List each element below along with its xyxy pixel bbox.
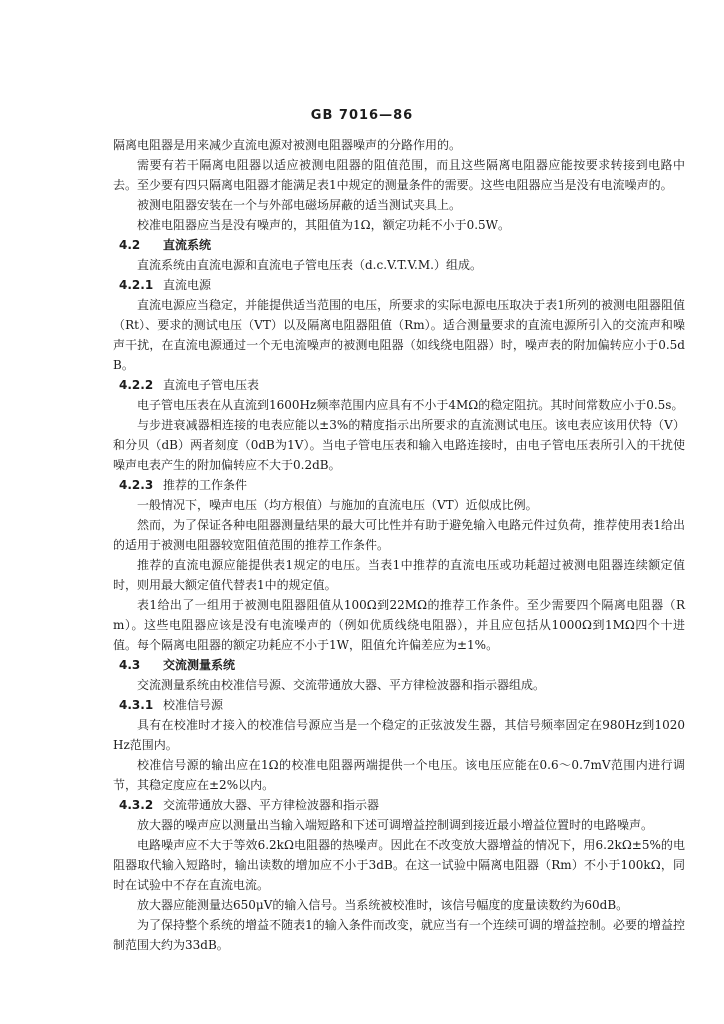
body-paragraph: 电子管电压表在从直流到1600Hz频率范围内应具有不小于4MΩ的稳定阻抗。其时间常数应小于0.5s。: [137, 398, 684, 412]
body-paragraph: 推荐的直流电源应能提供表1规定的电压。当表1中推荐的直流电压或功耗超过被测电阻器连续额定值时，则用最大额定值代替表1中的规定值。: [113, 558, 685, 592]
section-title: 直流电子管电压表: [163, 378, 260, 392]
section-heading: [113, 375, 685, 395]
section-title: 推荐的工作条件: [163, 478, 248, 492]
body-paragraph: 放大器应能测量达650μV的输入信号。当系统被校准时，该信号幅度的度量读数约为60dB。: [137, 898, 629, 912]
body-paragraph: 隔离电阻器是用来减少直流电源对被测电阻器噪声的分路作用的。: [113, 138, 462, 152]
body-paragraph: 具有在校准时才接入的校准信号源应当是一个稳定的正弦波发生器，其信号频率固定在980Hz到1020Hz范围内。: [113, 718, 685, 752]
section-heading: [113, 275, 685, 295]
section-title: 直流系统: [163, 238, 212, 252]
section-number: 4.3: [119, 658, 141, 672]
document-body: [113, 135, 685, 955]
section-number: 4.2.1: [119, 278, 154, 292]
body-paragraph: 被测电阻器安装在一个与外部电磁场屏蔽的适当测试夹具上。: [137, 198, 462, 212]
section-heading: [113, 655, 685, 675]
section-title: 校准信号源: [163, 698, 224, 712]
section-heading: [113, 695, 685, 715]
body-paragraph: 与步进衰减器相连接的电表应能以±3%的精度指示出所要求的直流测试电压。该电表应该用伏特（V）和分贝（dB）两者刻度（0dB为1V）。当电子管电压表和输入电路连接时，由电子管电压表所引入的干扰使噪声电表产生的附加偏转应不大于0.2dB。: [113, 418, 685, 472]
body-paragraph: 校准信号源的输出应在1Ω的校准电阻器两端提供一个电压。该电压应能在0.6～0.7mV范围内进行调节，其稳定度应在±2%以内。: [113, 758, 685, 792]
body-paragraph: 需要有若干隔离电阻器以适应被测电阻器的阻值范围，而且这些隔离电阻器应能按要求转接到电路中去。至少要有四只隔离电阻器才能满足表1中规定的测量条件的需要。这些电阻器应当是没有电流噪声的。: [113, 158, 685, 192]
section-heading: [113, 795, 685, 815]
section-number: 4.3.1: [119, 698, 154, 712]
section-heading: [113, 235, 685, 255]
section-number: 4.3.2: [119, 798, 154, 812]
page-header-standard-code: GB 7016—86: [310, 108, 414, 123]
body-paragraph: 一般情况下，噪声电压（均方根值）与施加的直流电压（VT）近似成比例。: [137, 498, 538, 512]
body-paragraph: 校准电阻器应当是没有噪声的，其阻值为1Ω，额定功耗不小于0.5W。: [137, 218, 511, 232]
section-heading: [113, 475, 685, 495]
body-paragraph: 电路噪声应不大于等效6.2kΩ电阻器的热噪声。因此在不改变放大器增益的情况下，用6.2kΩ±5%的电阻器取代输入短路时，输出读数的增加应不小于3dB。在这一试验中隔离电阻器（Rm）不小于100kΩ，同时在试验中不存在直流电流。: [113, 838, 685, 892]
section-number: 4.2: [119, 238, 141, 252]
section-title: 直流电源: [163, 278, 212, 292]
section-title: 交流带通放大器、平方律检波器和指示器: [163, 798, 380, 812]
body-paragraph: 放大器的噪声应以测量出当输入端短路和下述可调增益控制调到接近最小增益位置时的电路噪声。: [137, 818, 654, 832]
body-paragraph: 为了保持整个系统的增益不随表1的输入条件而改变，就应当有一个连续可调的增益控制。必要的增益控制范围大约为33dB。: [113, 918, 685, 952]
body-paragraph: 表1给出了一组用于被测电阻器阻值从100Ω到22MΩ的推荐工作条件。至少需要四个隔离电阻器（Rm）。这些电阻器应该是没有电流噪声的（例如优质线绕电阻器），并且应包括从1000Ω到1MΩ四个十进值。每个隔离电阻器的额定功耗应不小于1W，阻值允许偏差应为±1%。: [113, 598, 685, 652]
body-paragraph: 直流电源应当稳定，并能提供适当范围的电压，所要求的实际电源电压取决于表1所列的被测电阻器阻值（Rt）、要求的测试电压（VT）以及隔离电阻器阻值（Rm）。适合测量要求的直流电源所引入的交流声和噪声干扰，在直流电源通过一个无电流噪声的被测电阻器（如线绕电阻器）时，噪声表的附加偏转应小于0.5dB。: [113, 298, 685, 372]
section-number: 4.2.2: [119, 378, 154, 392]
section-title: 交流测量系统: [163, 658, 236, 672]
body-paragraph: 然而，为了保证各种电阻器测量结果的最大可比性并有助于避免输入电路元件过负荷，推荐使用表1给出的适用于被测电阻器较宽阻值范围的推荐工作条件。: [113, 518, 685, 552]
body-paragraph: 交流测量系统由校准信号源、交流带通放大器、平方律检波器和指示器组成。: [137, 678, 546, 692]
section-number: 4.2.3: [119, 478, 154, 492]
body-paragraph: 直流系统由直流电源和直流电子管电压表（d.c.V.T.V.M.）组成。: [137, 258, 482, 272]
